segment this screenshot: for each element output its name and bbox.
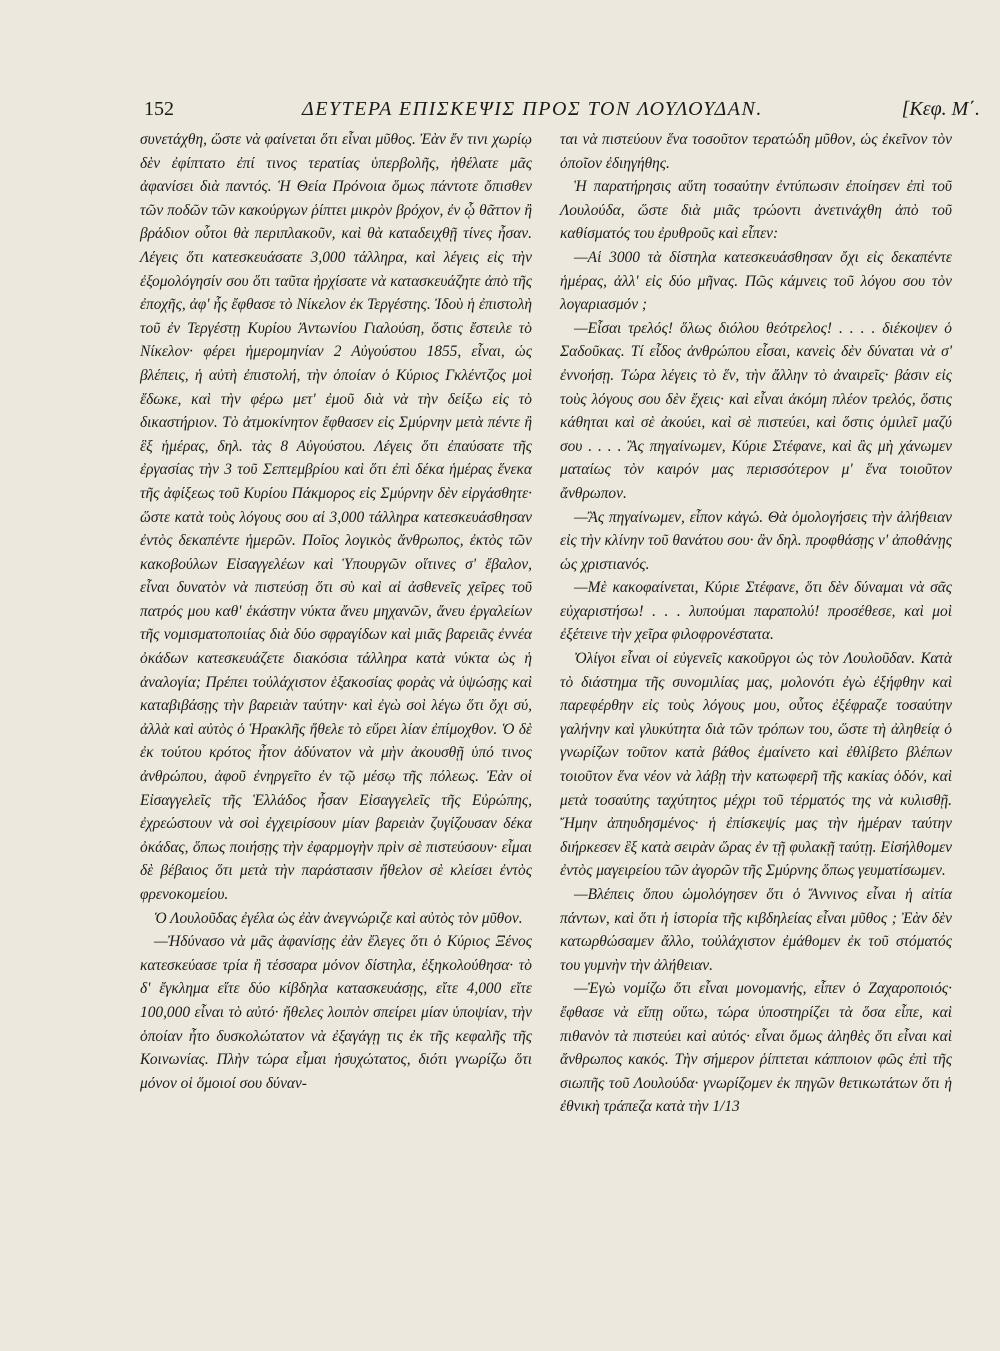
- paragraph: συνετάχθη, ὥστε νὰ φαίνεται ὅτι εἶναι μῦθος. Ἐὰν ἔν τινι χωρίῳ δὲν ἐφίπτατο ἐπί τινος τερατίας ὑπερβολῆς, ἠθέλατε μᾶς ἀφανίσει διὰ παντός. Ἡ Θεία Πρόνοια ὅμως πάντοτε ὄπισθεν τῶν ποδῶν τῶν κακούργων ῥίπτει μικρὸν βρόχον, ἐν ᾧ θᾶττον ἢ βράδιον οὗτοι θὰ περιπλακοῦν, καὶ θὰ καταδειχθῇ τίνες ἦσαν. Λέγεις ὅτι κατεσκευάσατε 3,000 τάλληρα, καὶ λέγεις εἰς τὴν ἐξομολόγησίν σου ὅτι ταῦτα ἠρχίσατε νὰ κατασκευάζητε ἀπὸ τῆς ἐποχῆς, ἀφ' ἧς ἔφθασε τὸ Νίκελον ἐκ Τεργέστης. Ἰδοὺ ἡ ἐπιστολὴ τοῦ ἐν Τεργέστῃ Κυρίου Ἀντωνίου Γιαλούση, ὅστις ἔστειλε τὸ Νίκελον· φέρει ἡμερομηνίαν 2 Αὐγούστου 1855, εἶναι, ὡς βλέπεις, ἡ αὐτὴ ἐπιστολή, τὴν ὁποίαν ὁ Κύριος Γκλέντζος μοὶ ἔδωκε, καὶ τὴν φέρω μετ' ἐμοῦ διὰ νὰ τὴν δείξω εἰς τὸ δικαστήριον. Τὸ ἀτμοκίνητον ἔφθασεν εἰς Σμύρνην μετὰ πέντε ἢ ἓξ ἡμέρας, δηλ. τὰς 8 Αὐγούστου. Λέγεις ὅτι ἐπαύσατε τῆς ἐργασίας τὴν 3 τοῦ Σεπτεμβρίου καὶ ὅτι ἐπὶ δέκα ἡμέρας ἕνεκα τῆς ἀφίξεως τοῦ Κυρίου Πάκμορος εἰς Σμύρνην δὲν εἰργάσθητε· ὥστε κατὰ τοὺς λόγους σου αἱ 3,000 τάλληρα κατεσκευάσθησαν ἐντὸς δεκαπέντε ἡμερῶν. Ποῖος λογικὸς ἄνθρωπος, ἐκτὸς τῶν κακοβούλων Εἰσαγγελέων καὶ Ὑπουργῶν οἵτινες σ' ἔβαλον, εἶναι δυνατὸν νὰ πιστεύσῃ ὅτι σὺ καὶ αἱ ἀσθενεῖς χεῖρες τοῦ πατρός μου καθ' ἑκάστην νύκτα ἄνευ μηχανῶν, ἄνευ ἐργαλείων τῆς νομισματοποιίας διὰ δύο σφραγίδων καὶ μιᾶς βαρειᾶς ἐννέα ὀκάδων κατεσκευάζετε διακόσια τάλληρα κατὰ νύκτα ὡς ἡ ἀναλογία; Πρέπει τοὐλάχιστον ἑξακοσίας φορὰς νὰ ὑψώσῃς καὶ καταβιβάσῃς τὴν βαρειὰν ταύτην· καὶ ἐγὼ σοὶ λέγω ὅτι ὄχι σύ, ἀλλὰ καὶ αὐτὸς ὁ Ἡρακλῆς ἤθελε τὸ εὕρει λίαν ἐπίμοχθον. Ὁ δὲ ἐκ τούτου κρότος ἦτον ἀδύνατον νὰ μὴν ἀκουσθῇ ὑπό τινος ἀνθρώπου, ἀφοῦ ἐνηργεῖτο ἐν τῷ μέσῳ τῆς πόλεως. Ἐὰν οἱ Εἰσαγγελεῖς τῆς Ἑλλάδος ἦσαν Εἰσαγγελεῖς τῆς Εὐρώπης, ἐχρεώστουν νὰ σοὶ ἐγχειρίσουν μίαν βαρειὰν ζυγίζουσαν δέκα ὀκάδας, ὅπως ποιήσῃς τὴν ἐφαρμογὴν πρὶν σὲ πιστεύσουν· εἶμαι δὲ βέβαιος ὅτι μετὰ τὴν παράστασιν ἤθελον σὲ κλείσει ἐντὸς φρενοκομείου.: [140, 131, 532, 903]
- paragraph: Ἡ παρατήρησις αὕτη τοσαύτην ἐντύπωσιν ἐποίησεν ἐπὶ τοῦ Λουλούδα, ὥστε διὰ μιᾶς τρώοντι ἀνετινάχθη ἀπὸ τοῦ καθίσματός του ἐρυθροῦς καὶ εἶπεν:: [560, 178, 952, 243]
- running-header: [138, 96, 980, 126]
- left-column: [140, 128, 532, 1095]
- paragraph: —Εἶσαι τρελός! ὅλως διόλου θεότρελος! . . . . διέκοψεν ὁ Σαδοῦκας. Τί εἶδος ἀνθρώπου εἶσαι, κανεὶς δὲν δύναται νὰ σ' ἐννοήσῃ. Τώρα λέγεις τὸ ἕν, τὴν ἄλλην τὸ ἀναιρεῖς· βάσιν εἰς τοὺς λόγους σου δὲν ἔχεις· καὶ εἶναι ἀκόμη πλέον τρελός, ὅστις κάθηται καὶ σὲ ἀκούει, καὶ σὲ πιστεύει, καὶ ὅστις ὁμιλεῖ μαζύ σου . . . . Ἂς πηγαίνωμεν, Κύριε Στέφανε, καὶ ἂς μὴ χάνωμεν ματαίως τὸν καιρόν μας περισσότερον μ' ἕνα τοιοῦτον ἄνθρωπον.: [560, 319, 952, 502]
- page-number: 152: [144, 98, 174, 120]
- paragraph: —Αἱ 3000 τὰ δίστηλα κατεσκευάσθησαν ὄχι εἰς δεκαπέντε ἡμέρας, ἀλλ' εἰς δύο μῆνας. Πῶς κάμνεις τοῦ λόγου σου τὸν λογαριασμόν ;: [560, 248, 952, 314]
- paragraph: Ὁ Λουλοῦδας ἐγέλα ὡς ἐὰν ἀνεγνώριζε καὶ αὐτὸς τὸν μῦθον.: [154, 909, 523, 927]
- chapter-label: [Κεφ. Μ΄.: [901, 98, 980, 120]
- paragraph: —Ἐγὼ νομίζω ὅτι εἶναι μονομανής, εἶπεν ὁ Ζαχαροποιός· ἔφθασε νὰ εἴπῃ οὕτω, τώρα ὑποστηρίζει τὰ ὅσα εἶπε, καὶ πιθανὸν τὰ πιστεύει καὶ αὐτός· εἶναι ὅμως ἀληθὲς ὅτι εἶναι καὶ ἄνθρωπος κακός. Τὴν σήμερον ῥίπτεται κάπποιον φῶς ἐπὶ τῆς σιωπῆς τοῦ Λουλούδα· γνωρίζομεν ἐκ πηγῶν θετικωτάτων ὅτι ἡ ἐθνικὴ τράπεζα κατὰ τὴν 1/13: [560, 980, 952, 1116]
- paragraph: —Ἠδύνασο νὰ μᾶς ἀφανίσῃς ἐὰν ἔλεγες ὅτι ὁ Κύριος Ξένος κατεσκεύασε τρία ἢ τέσσαρα μόνον δίστηλα, ἐξηκολούθησα· τὸ δ' ἔγκλημα εἴτε δύο κίβδηλα κατασκευάσῃς, εἴτε 4,000 εἴτε 100,000 εἶναι τὸ αὐτό· ἤθελες λοιπὸν σπείρει μίαν ὑποψίαν, τὴν ὁποίαν ἦτο δυσκολώτατον νὰ ἐξαγάγῃ τις ἐκ τῆς κεφαλῆς τῆς Κοινωνίας. Πλὴν τώρα εἶμαι ἡσυχώτατος, διότι γνωρίζω ὅτι μόνον οἱ ὅμοιοί σου δύναν-: [140, 933, 532, 1092]
- paragraph: ται νὰ πιστεύουν ἕνα τοσοῦτον τερατώδη μῦθον, ὡς ἐκεῖνον τὸν ὁποῖον ἐδιηγήθης.: [560, 131, 952, 172]
- paragraph: Ὀλίγοι εἶναι οἱ εὐγενεῖς κακοῦργοι ὡς τὸν Λουλοῦδαν. Κατὰ τὸ διάστημα τῆς συνομιλίας μας, μολονότι ἐγὼ ἐξήφθην καὶ παρεφέρθην εἰς τοὺς λόγους μου, οὗτος ἐξέφραζε τοσαύτην γαλήνην καὶ γλυκύτητα διὰ τῶν τρόπων του, ὥστε τὴ ἀληθείᾳ ὁ γνωρίζων τοῦτον κατὰ βάθος ἐμαίνετο καὶ ἐθλίβετο βλέπων τοιοῦτον ἕνα νέον νὰ λάβῃ τὴν κατωφερῆ τῆς κακίας ὁδόν, καὶ μετὰ τοσαύτης ταχύτητος μέχρι τοῦ τέρματός της νὰ κυλισθῇ. Ἤμην ἀπηυδησμένος· ἡ ἐπίσκεψίς μας τὴν ἡμέραν ταύτην διήρκεσεν ἓξ κατὰ σειρὰν ὥρας ἐν τῇ φυλακῇ ταύτῃ. Εἰσήλθομεν ἐντὸς μαγειρείου τῶν ἀγορῶν τῆς Σμύρνης ὅπως γευματίσωμεν.: [560, 650, 952, 880]
- paragraph: —Βλέπεις ὅπου ὡμολόγησεν ὅτι ὁ Ἄννινος εἶναι ἡ αἰτία πάντων, καὶ ὅτι ἡ ἱστορία τῆς κιβδηλείας εἶναι μῦθος ; Ἐὰν δὲν κατωρθώσαμεν ἄλλο, τοὐλάχιστον ἐμάθομεν ἐκ τοῦ στόματός του γυμνὴν τὴν ἀλήθειαν.: [560, 886, 952, 974]
- paragraph: —Μὲ κακοφαίνεται, Κύριε Στέφανε, ὅτι δὲν δύναμαι νὰ σᾶς εὐχαριστήσω! . . . λυπούμαι παραπολύ! προσέθεσε, καὶ μοὶ ἐξέτεινε τὴν χεῖρα φιλοφρονέστατα.: [560, 579, 952, 644]
- running-title: ΔΕΥΤΕΡΑ ΕΠΙΣΚΕΨΙΣ ΠΡΟΣ ΤΟΝ ΛΟΥΛΟΥΔΑΝ.: [302, 98, 763, 120]
- right-column: [560, 128, 952, 1119]
- paragraph: —Ἂς πηγαίνωμεν, εἶπον κἀγώ. Θὰ ὁμολογήσεις τὴν ἀλήθειαν εἰς τὴν κλίνην τοῦ θανάτου σου· ἂν δηλ. προφθάσῃς ν' ἀποθάνῃς ὡς χριστιανός.: [560, 508, 952, 573]
